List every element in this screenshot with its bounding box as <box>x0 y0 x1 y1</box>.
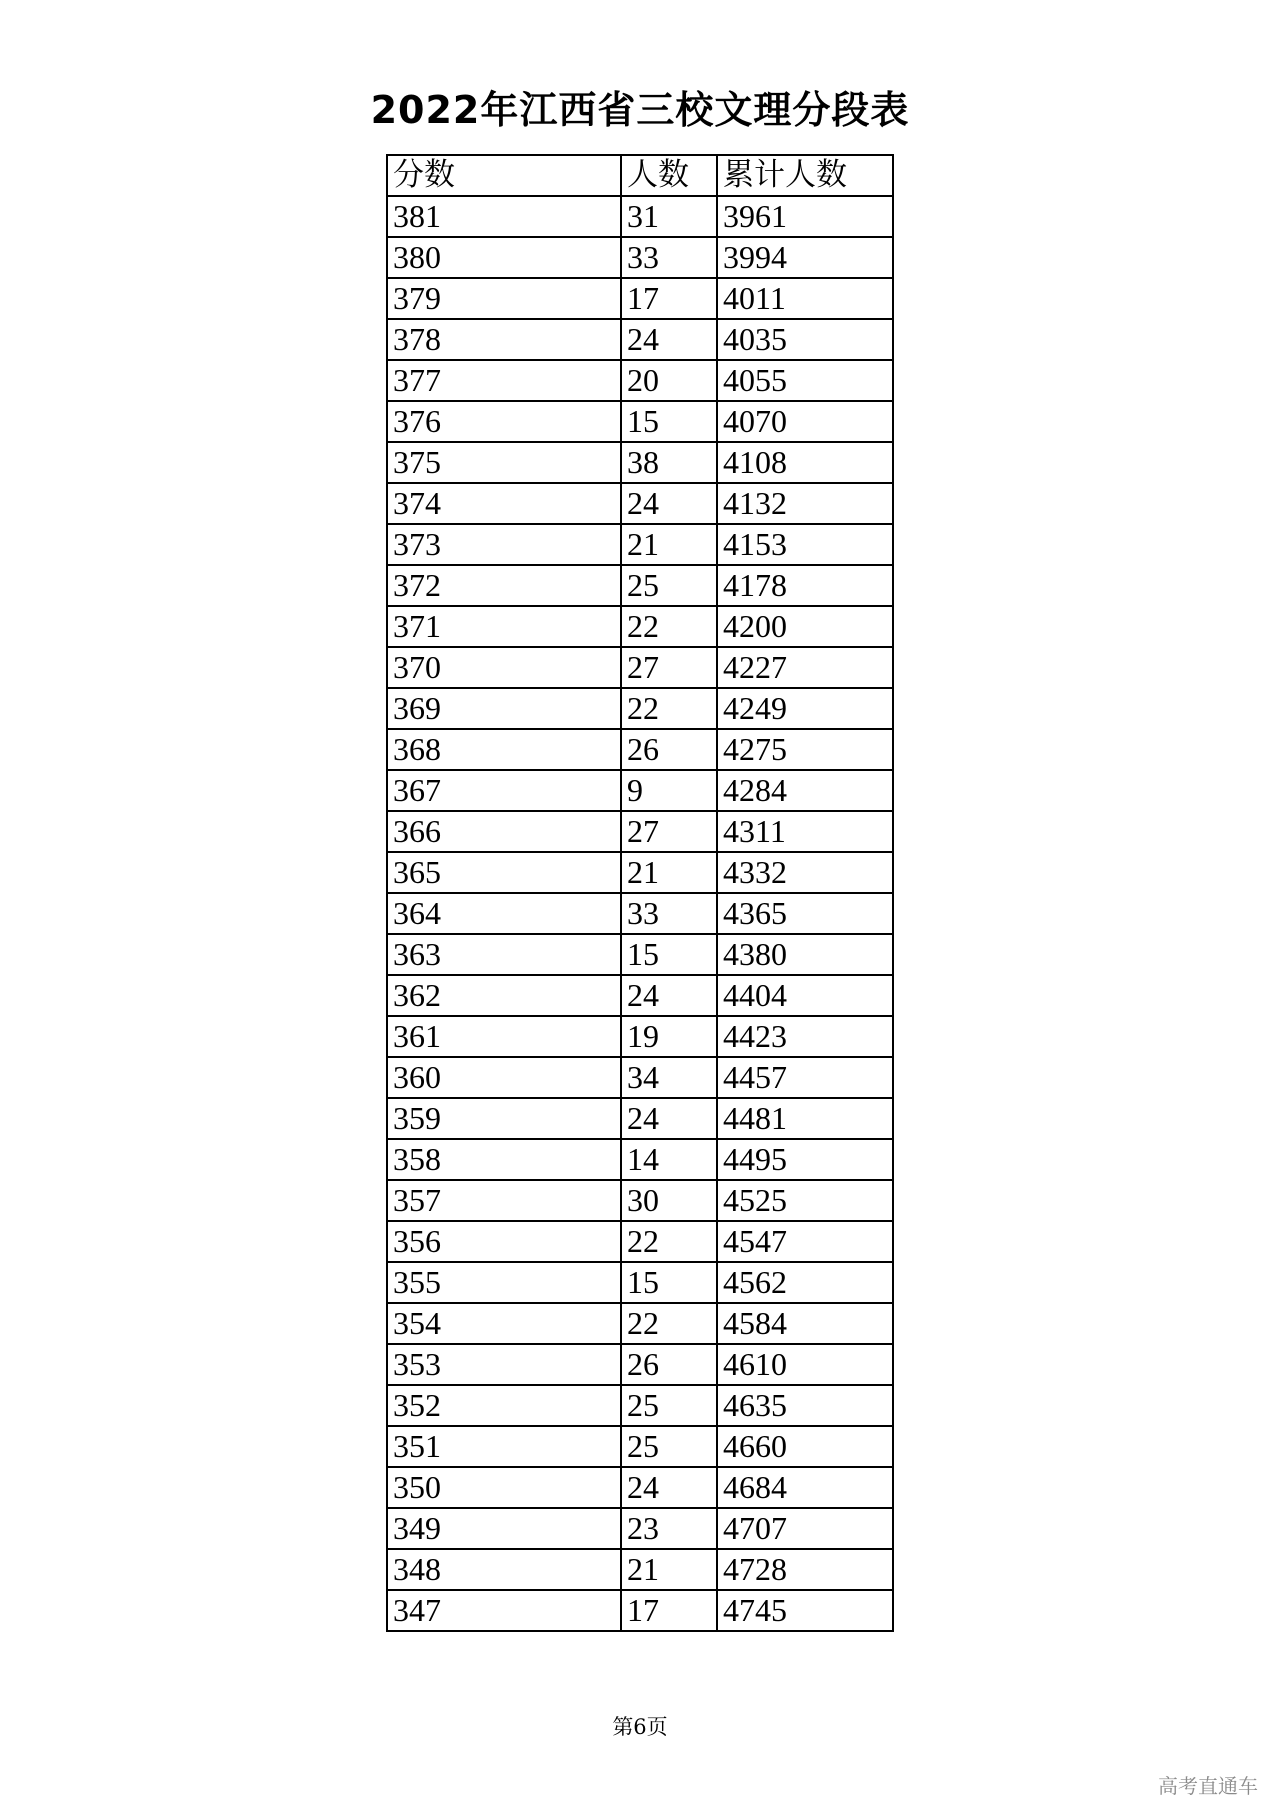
cell-cumulative: 4284 <box>717 770 893 811</box>
cell-cumulative: 4011 <box>717 278 893 319</box>
cell-score: 362 <box>387 975 621 1016</box>
table-row <box>387 1180 893 1221</box>
watermark: 高考直通车 <box>1158 1774 1258 1798</box>
header-score: 分数 <box>387 155 621 196</box>
cell-score: 379 <box>387 278 621 319</box>
table-row <box>387 729 893 770</box>
table-row <box>387 442 893 483</box>
cell-score: 348 <box>387 1549 621 1590</box>
cell-cumulative: 4332 <box>717 852 893 893</box>
cell-count: 21 <box>621 524 717 565</box>
cell-count: 9 <box>621 770 717 811</box>
cell-score: 368 <box>387 729 621 770</box>
table-row <box>387 1590 893 1631</box>
cell-cumulative: 4178 <box>717 565 893 606</box>
cell-count: 24 <box>621 483 717 524</box>
cell-count: 14 <box>621 1139 717 1180</box>
table-row <box>387 401 893 442</box>
cell-score: 352 <box>387 1385 621 1426</box>
cell-cumulative: 4153 <box>717 524 893 565</box>
cell-score: 366 <box>387 811 621 852</box>
table-row <box>387 565 893 606</box>
cell-score: 376 <box>387 401 621 442</box>
table-row <box>387 1098 893 1139</box>
cell-score: 373 <box>387 524 621 565</box>
cell-cumulative: 4684 <box>717 1467 893 1508</box>
cell-cumulative: 4404 <box>717 975 893 1016</box>
cell-count: 38 <box>621 442 717 483</box>
cell-count: 25 <box>621 1426 717 1467</box>
cell-score: 371 <box>387 606 621 647</box>
table-body <box>387 155 893 1631</box>
table-row <box>387 852 893 893</box>
table-row <box>387 893 893 934</box>
cell-cumulative: 4380 <box>717 934 893 975</box>
cell-score: 356 <box>387 1221 621 1262</box>
cell-cumulative: 3994 <box>717 237 893 278</box>
table-row <box>387 1549 893 1590</box>
table-row <box>387 1344 893 1385</box>
cell-count: 20 <box>621 360 717 401</box>
cell-cumulative: 3961 <box>717 196 893 237</box>
cell-score: 372 <box>387 565 621 606</box>
table-row <box>387 606 893 647</box>
cell-cumulative: 4481 <box>717 1098 893 1139</box>
table-row <box>387 319 893 360</box>
table-row <box>387 770 893 811</box>
cell-count: 17 <box>621 278 717 319</box>
cell-score: 365 <box>387 852 621 893</box>
table-row <box>387 360 893 401</box>
cell-cumulative: 4200 <box>717 606 893 647</box>
cell-count: 22 <box>621 606 717 647</box>
cell-score: 369 <box>387 688 621 729</box>
cell-cumulative: 4728 <box>717 1549 893 1590</box>
table-row <box>387 811 893 852</box>
page-title: 2022年江西省三校文理分段表 <box>370 88 910 132</box>
cell-score: 370 <box>387 647 621 688</box>
cell-cumulative: 4132 <box>717 483 893 524</box>
cell-count: 22 <box>621 688 717 729</box>
table-row <box>387 647 893 688</box>
cell-score: 354 <box>387 1303 621 1344</box>
cell-count: 15 <box>621 934 717 975</box>
cell-count: 24 <box>621 1467 717 1508</box>
cell-count: 22 <box>621 1303 717 1344</box>
cell-cumulative: 4108 <box>717 442 893 483</box>
cell-cumulative: 4070 <box>717 401 893 442</box>
cell-cumulative: 4457 <box>717 1057 893 1098</box>
table-row <box>387 524 893 565</box>
table-row <box>387 1016 893 1057</box>
cell-cumulative: 4707 <box>717 1508 893 1549</box>
cell-count: 21 <box>621 1549 717 1590</box>
table-row <box>387 688 893 729</box>
cell-count: 27 <box>621 647 717 688</box>
table-row <box>387 1262 893 1303</box>
page-number: 第6页 <box>612 1715 668 1739</box>
cell-count: 25 <box>621 565 717 606</box>
cell-count: 21 <box>621 852 717 893</box>
table-row <box>387 1467 893 1508</box>
header-cumulative: 累计人数 <box>717 155 893 196</box>
table-row <box>387 1303 893 1344</box>
cell-cumulative: 4311 <box>717 811 893 852</box>
cell-count: 31 <box>621 196 717 237</box>
table-row <box>387 1426 893 1467</box>
cell-score: 351 <box>387 1426 621 1467</box>
cell-cumulative: 4495 <box>717 1139 893 1180</box>
cell-count: 17 <box>621 1590 717 1631</box>
cell-score: 353 <box>387 1344 621 1385</box>
cell-cumulative: 4547 <box>717 1221 893 1262</box>
table-row <box>387 237 893 278</box>
cell-count: 24 <box>621 1098 717 1139</box>
cell-score: 358 <box>387 1139 621 1180</box>
table-header-row <box>387 155 893 196</box>
cell-score: 367 <box>387 770 621 811</box>
cell-cumulative: 4423 <box>717 1016 893 1057</box>
cell-score: 360 <box>387 1057 621 1098</box>
cell-count: 26 <box>621 1344 717 1385</box>
cell-cumulative: 4584 <box>717 1303 893 1344</box>
cell-count: 19 <box>621 1016 717 1057</box>
cell-cumulative: 4660 <box>717 1426 893 1467</box>
cell-cumulative: 4227 <box>717 647 893 688</box>
cell-score: 359 <box>387 1098 621 1139</box>
cell-cumulative: 4745 <box>717 1590 893 1631</box>
cell-cumulative: 4249 <box>717 688 893 729</box>
table-row <box>387 1221 893 1262</box>
table-row <box>387 1385 893 1426</box>
cell-score: 378 <box>387 319 621 360</box>
cell-count: 24 <box>621 975 717 1016</box>
cell-score: 355 <box>387 1262 621 1303</box>
cell-score: 380 <box>387 237 621 278</box>
cell-count: 30 <box>621 1180 717 1221</box>
table-row <box>387 975 893 1016</box>
cell-score: 364 <box>387 893 621 934</box>
cell-score: 377 <box>387 360 621 401</box>
table-row <box>387 483 893 524</box>
cell-cumulative: 4365 <box>717 893 893 934</box>
cell-count: 26 <box>621 729 717 770</box>
cell-count: 33 <box>621 237 717 278</box>
cell-score: 375 <box>387 442 621 483</box>
table-row <box>387 1139 893 1180</box>
cell-cumulative: 4525 <box>717 1180 893 1221</box>
score-table <box>386 154 894 1632</box>
cell-cumulative: 4562 <box>717 1262 893 1303</box>
cell-count: 25 <box>621 1385 717 1426</box>
cell-score: 347 <box>387 1590 621 1631</box>
cell-cumulative: 4635 <box>717 1385 893 1426</box>
header-count: 人数 <box>621 155 717 196</box>
cell-score: 363 <box>387 934 621 975</box>
cell-count: 24 <box>621 319 717 360</box>
cell-cumulative: 4275 <box>717 729 893 770</box>
cell-count: 15 <box>621 1262 717 1303</box>
table-row <box>387 196 893 237</box>
table-row <box>387 1508 893 1549</box>
cell-score: 349 <box>387 1508 621 1549</box>
cell-score: 374 <box>387 483 621 524</box>
cell-cumulative: 4610 <box>717 1344 893 1385</box>
cell-score: 350 <box>387 1467 621 1508</box>
cell-count: 27 <box>621 811 717 852</box>
cell-count: 22 <box>621 1221 717 1262</box>
cell-count: 15 <box>621 401 717 442</box>
cell-cumulative: 4035 <box>717 319 893 360</box>
cell-score: 357 <box>387 1180 621 1221</box>
cell-count: 34 <box>621 1057 717 1098</box>
cell-count: 23 <box>621 1508 717 1549</box>
table-row <box>387 934 893 975</box>
cell-score: 381 <box>387 196 621 237</box>
cell-count: 33 <box>621 893 717 934</box>
cell-score: 361 <box>387 1016 621 1057</box>
table-row <box>387 278 893 319</box>
cell-cumulative: 4055 <box>717 360 893 401</box>
table-row <box>387 1057 893 1098</box>
